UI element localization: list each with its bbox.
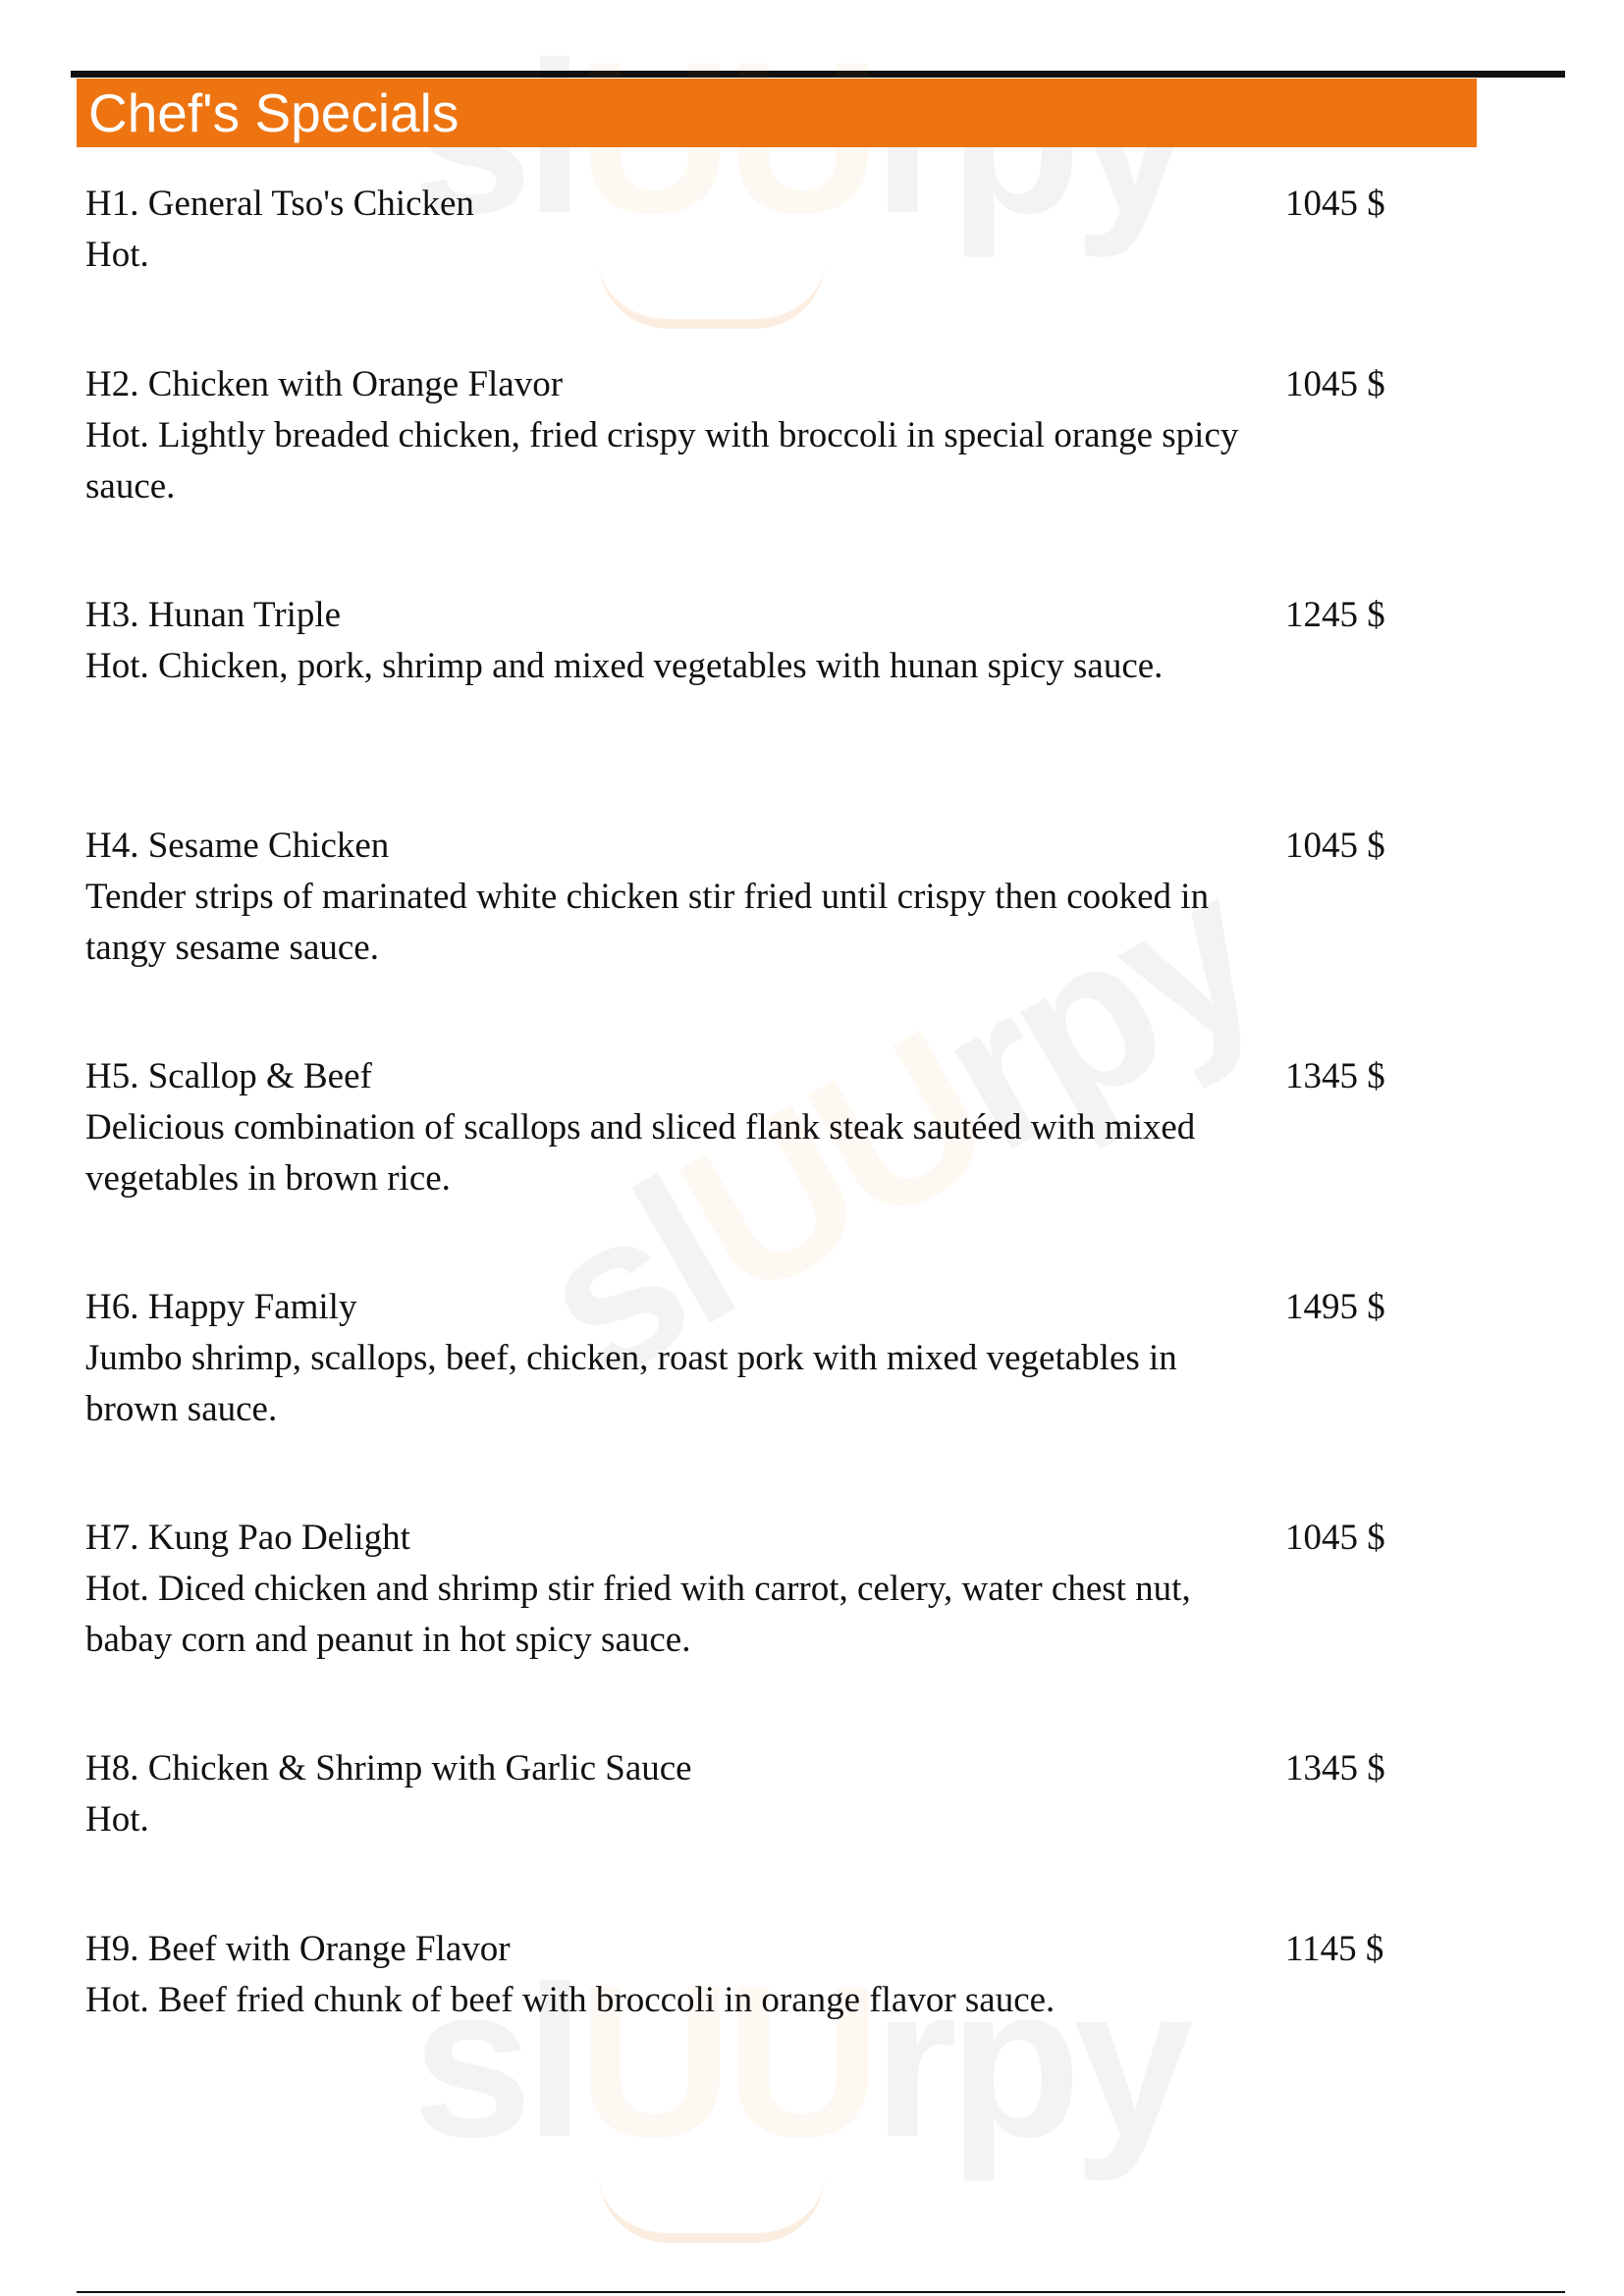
- item-description: Hot. Diced chicken and shrimp stir fried with carrot, celery, water chest nut, babay corn and peanut in hot spicy sauce.: [85, 1569, 1191, 1660]
- item-price: 1045 $: [1285, 1518, 1385, 1558]
- item-price: 1145 $: [1285, 1929, 1384, 1969]
- item-description: Hot. Beef fried chunk of beef with broccoli in orange flavor sauce.: [85, 1980, 1056, 2020]
- menu-item: [85, 179, 1401, 359]
- item-description: Hot. Lightly breaded chicken, fried crispy with broccoli in special orange spicy sauce.: [85, 415, 1239, 507]
- item-name: H3. Hunan Triple: [85, 595, 342, 635]
- item-name: H4. Sesame Chicken: [85, 826, 390, 866]
- bottom-rule: [77, 2291, 1565, 2293]
- top-rule: [71, 71, 1565, 78]
- menu-item: [85, 590, 1401, 821]
- section-header: [77, 79, 1477, 147]
- item-price: 1045 $: [1285, 184, 1385, 224]
- item-description: Delicious combination of scallops and sliced flank steak sautéed with mixed vegetables in brown rice.: [85, 1107, 1196, 1199]
- item-description: Hot.: [85, 235, 149, 275]
- menu-item: [85, 1513, 1401, 1743]
- item-price: 1495 $: [1285, 1287, 1385, 1327]
- item-price: 1345 $: [1285, 1748, 1385, 1789]
- item-price: 1045 $: [1285, 364, 1385, 404]
- item-description: Tender strips of marinated white chicken stir fried until crispy then cooked in tangy sesame sauce.: [85, 877, 1210, 968]
- menu-item: [85, 359, 1401, 590]
- menu-item: [85, 1051, 1401, 1282]
- item-description: Jumbo shrimp, scallops, beef, chicken, roast pork with mixed vegetables in brown sauce.: [85, 1338, 1177, 1429]
- item-price: 1345 $: [1285, 1056, 1385, 1096]
- item-price: 1045 $: [1285, 826, 1385, 866]
- menu-item: [85, 821, 1401, 1051]
- menu-item: [85, 1743, 1401, 1924]
- item-description: Hot.: [85, 1799, 149, 1840]
- item-name: H7. Kung Pao Delight: [85, 1518, 410, 1558]
- menu-list: [85, 179, 1401, 2032]
- item-name: H8. Chicken & Shrimp with Garlic Sauce: [85, 1748, 692, 1789]
- item-price: 1245 $: [1285, 595, 1385, 635]
- item-name: H9. Beef with Orange Flavor: [85, 1929, 511, 1969]
- section-title: Chef's Specials: [88, 82, 460, 143]
- watermark-swirl: [599, 2174, 825, 2243]
- item-name: H6. Happy Family: [85, 1287, 357, 1327]
- menu-item: [85, 1924, 1401, 2032]
- item-name: H1. General Tso's Chicken: [85, 184, 474, 224]
- item-description: Hot. Chicken, pork, shrimp and mixed vegetables with hunan spicy sauce.: [85, 646, 1164, 686]
- menu-item: [85, 1282, 1401, 1513]
- item-name: H2. Chicken with Orange Flavor: [85, 364, 564, 404]
- item-name: H5. Scallop & Beef: [85, 1056, 372, 1096]
